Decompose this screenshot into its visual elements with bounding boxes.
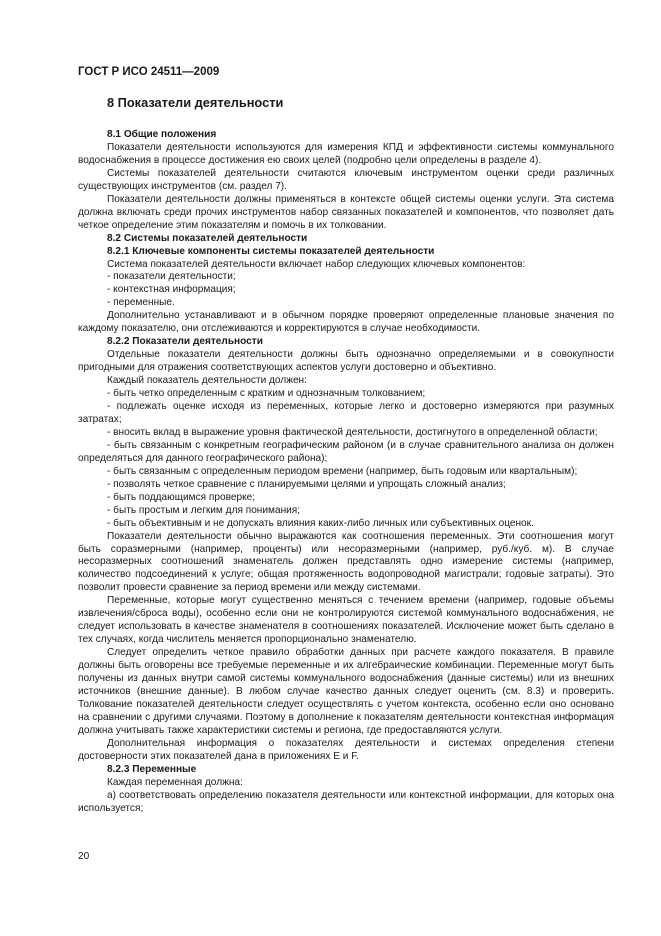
list-item: - показатели деятельности; <box>107 271 236 283</box>
paragraph: Дополнительно устанавливают и в обычном порядке проверяют определенные плановые значения по каждому показателю, они отслеживаются и корректируются в случае необходимости. <box>78 310 614 335</box>
paragraph: а) соответствовать определению показателя деятельности или контекстной информации, для которых она используется; <box>78 789 614 814</box>
list-item: - быть объективным и не допускать влияния каких-либо личных или субъективных оценок. <box>107 517 534 529</box>
paragraph: Каждая переменная должна: <box>107 776 243 788</box>
list-item: - подлежать оценке исходя из переменных, которые легко и достоверно измеряются при разумных затратах; <box>78 401 614 425</box>
paragraph: Показатели деятельности используются для измерения КПД и эффективности системы коммунального водоснабжения в процессе достижения ею своих целей (подробно цели определены в разделе 4). <box>78 141 614 166</box>
list-item: - переменные. <box>107 297 175 309</box>
document-body <box>78 123 614 816</box>
subsection-heading: 8.2.3 Переменные <box>107 763 197 775</box>
list-item: - контекстная информация; <box>107 284 236 296</box>
paragraph: Системы показателей деятельности считаются ключевым инструментом оценки среди различных существующих инструментов (см. раздел 7). <box>78 167 614 192</box>
subsection-heading: 8.2.2 Показатели деятельности <box>107 336 263 348</box>
paragraph: Дополнительная информация о показателях деятельности и системах определения степени достоверности этих показателей дана в приложениях E и F. <box>78 737 614 762</box>
paragraph: Следует определить четкое правило обработки данных при расчете каждого показателя. В правиле должны быть оговорены все требуемые переменные и их алгебраические комбинации. Переменные могут быть получены из данных внутри самой системы коммунального водоснабжения (данные системы) или из внешних источников (внешние данные). В любом случае качество данных следует оценить (см. 8.3) и проверить. Толкование показателей деятельности следует осуществлять с учетом контекста, особенно если оно основано на сравнении с другими случаями. Поэтому в дополнение к показателям деятельности контекстная информация должна учитывать также характеристики системы и региона, где предоставляются услуги. <box>78 647 614 736</box>
list-item: - быть связанным с конкретным географическим районом (и в случае сравнительного анализа он должен определяться для данного географического района); <box>78 439 614 464</box>
paragraph: Каждый показатель деятельности должен: <box>107 375 307 387</box>
list-item: - позволять четкое сравнение с планируемыми целями и упрощать сложный анализ; <box>107 478 506 490</box>
subsection-heading: 8.2.1 Ключевые компоненты системы показателей деятельности <box>107 245 435 257</box>
section-title: 8 Показатели деятельности <box>107 95 284 110</box>
list-item: - быть простым и легким для понимания; <box>107 504 301 516</box>
page-number: 20 <box>78 851 90 862</box>
list-item: - быть поддающимся проверке; <box>107 491 256 503</box>
list-item: - вносить вклад в выражение уровня фактической деятельности, достигнутого в определенной области; <box>107 426 598 438</box>
standard-designation: ГОСТ Р ИСО 24511—2009 <box>78 66 220 78</box>
subsection-heading: 8.1 Общие положения <box>107 129 217 140</box>
list-item: - быть связанным с определенным периодом времени (например, быть годовым или квартальным); <box>107 465 578 477</box>
paragraph: Показатели деятельности должны применяться в контексте общей системы оценки услуги. Эта система должна включать среди прочих инструментов набор связанных показателей и компонентов, что позволяет дать четкое определение этим показателям и помочь в их толковании. <box>78 193 614 231</box>
list-item: - быть четко определенным с кратким и однозначным толкованием; <box>107 388 426 400</box>
subsection-heading: 8.2 Системы показателей деятельности <box>107 232 308 244</box>
paragraph: Система показателей деятельности включает набор следующих ключевых компонентов: <box>107 258 526 270</box>
paragraph: Отдельные показатели деятельности должны быть однозначно определяемыми и в совокупности пригодными для отражения соответствующих аспектов услуги достоверно и объективно. <box>78 349 614 374</box>
paragraph: Показатели деятельности обычно выражаются как соотношения переменных. Эти соотношения могут быть соразмерными (например, проценты) или несоразмерными (например, руб./куб. м). В случае несоразмерных соотношений знаменатель должен представлять одно измерение системы (например, количество подсоединений к услуге; общая протяженность водопроводной магистрали; годовые затраты). Это позволит провести сравнение за период времени или между системами. <box>78 530 614 594</box>
paragraph: Переменные, которые могут существенно меняться с течением времени (например, годовые объемы извлечения/сброса воды), особенно если они не контролируются системой коммунального водоснабжения, не следует использовать в качестве знаменателя в соотношениях показателей. Исключение может быть сделано в тех случаях, когда числитель меняется пропорционально знаменателю. <box>78 595 614 646</box>
